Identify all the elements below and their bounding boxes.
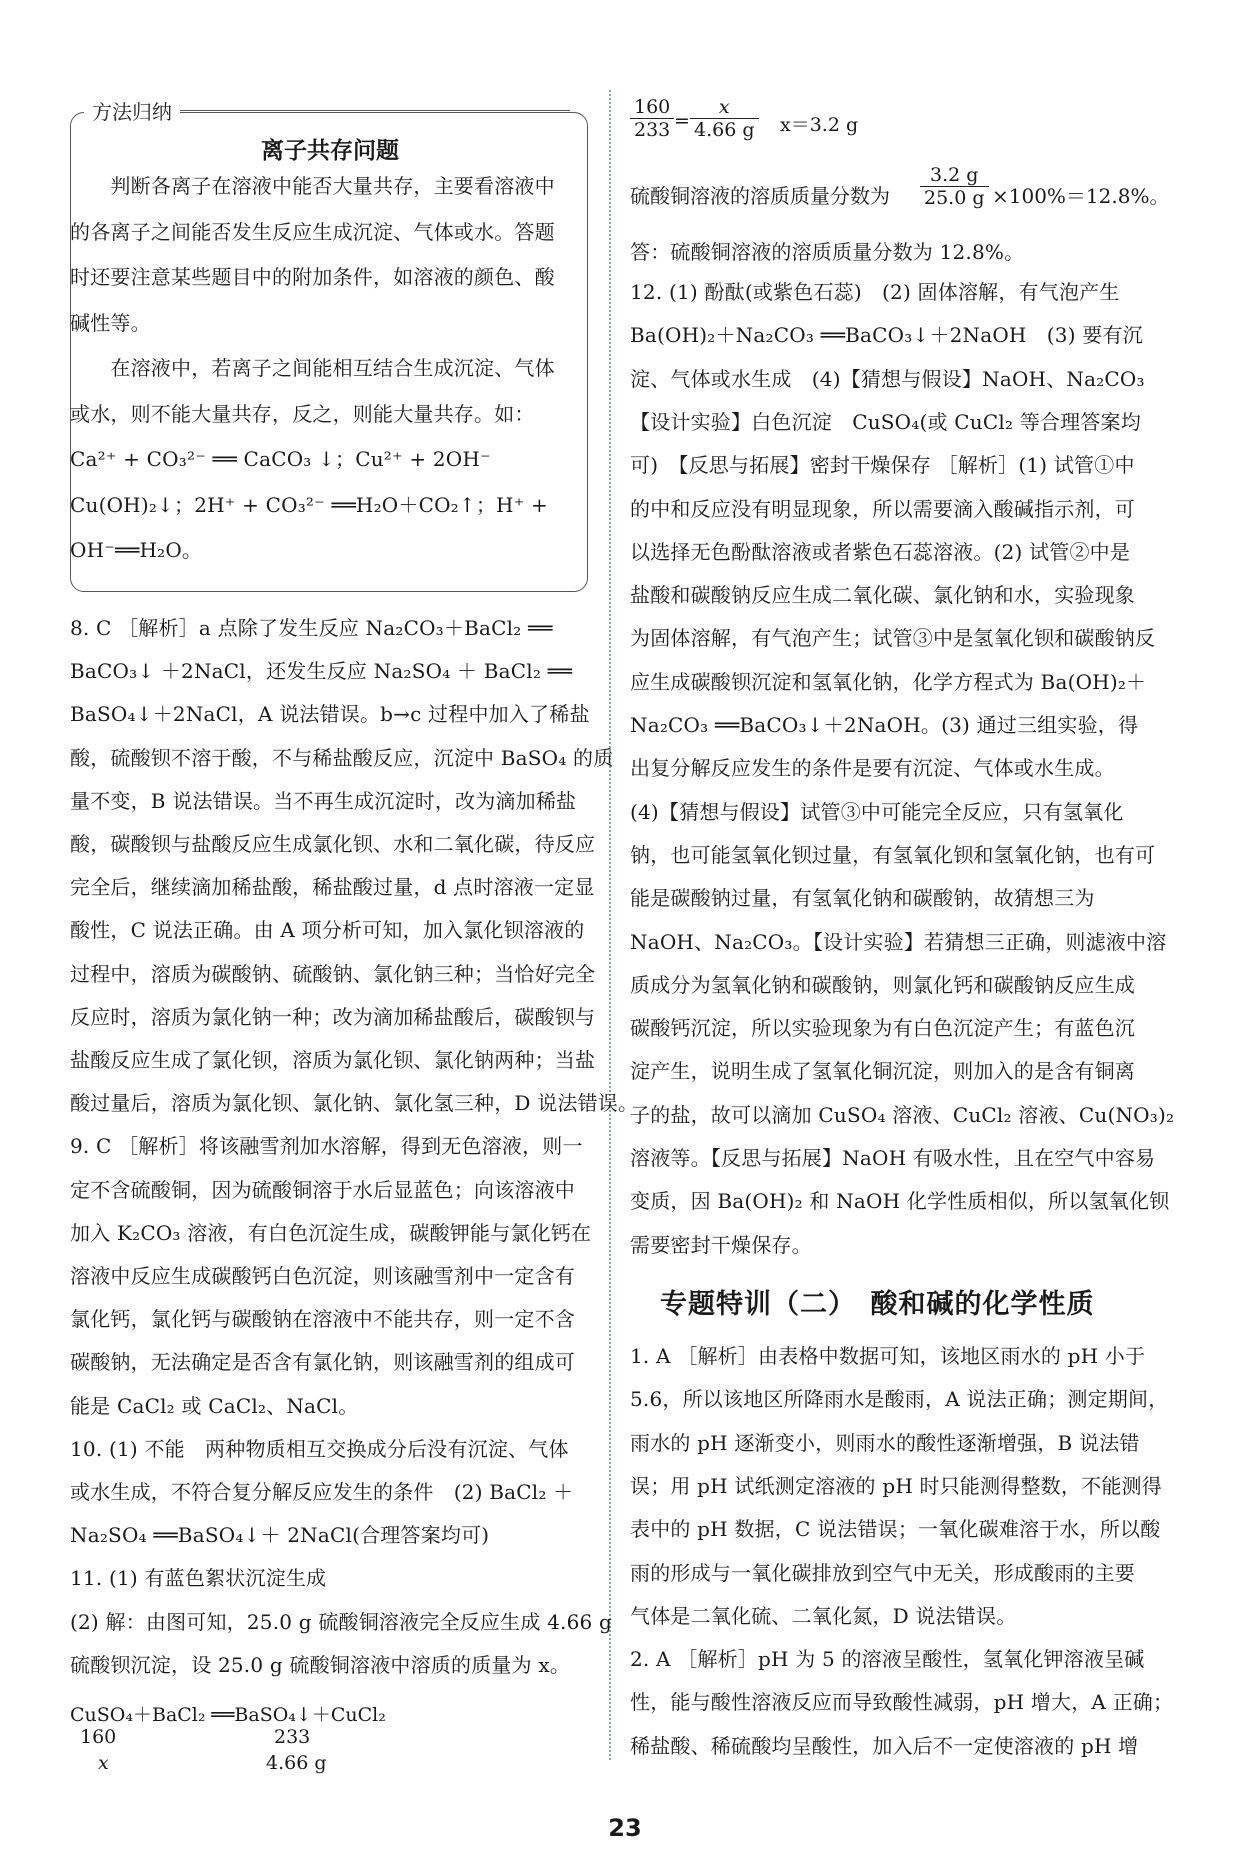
text-line: 质成分为氢氧化钠和碳酸钠，则氯化钙和碳酸钠反应生成 [630, 972, 1135, 997]
section-title: 专题特训（二） 酸和碱的化学性质 [660, 1289, 1095, 1320]
text-line: 需要密封干燥保存。 [630, 1232, 812, 1257]
ratio-equals: = [674, 110, 690, 132]
text-line: 反应时，溶质为氯化钠一种；改为滴加稀盐酸后，碳酸钡与 [70, 1004, 596, 1029]
mass-fraction [920, 164, 989, 209]
calc-var-2: 4.66 g [266, 1752, 327, 1774]
mass-fraction-den: 25.0 g [924, 187, 985, 209]
mass-fraction-suffix: ×100%＝12.8%。 [992, 184, 1170, 208]
text-line: Ca²⁺ + CO₃²⁻ ══ CaCO₃ ↓；Cu²⁺ + 2OH⁻ [70, 447, 491, 471]
mass-fraction-prefix: 硫酸铜溶液的溶质质量分数为 [630, 184, 890, 208]
text-line: 或水生成，不符合复分解反应发生的条件 (2) BaCl₂ ＋ [70, 1480, 574, 1504]
text-line: 盐酸和碳酸钠反应生成二氧化碳、氯化钠和水，实验现象 [630, 583, 1135, 608]
text-line: 酸，碳酸钡与盐酸反应生成氯化钡、水和二氧化碳，待反应 [70, 832, 596, 856]
text-line: 的各离子之间能否发生反应生成沉淀、气体或水。答题 [70, 219, 555, 244]
method-box-title: 离子共存问题 [261, 138, 399, 164]
text-line: 能是碳酸钠过量，有氢氧化钠和碳酸钠，故猜想三为 [630, 886, 1095, 911]
text-line: 5.6，所以该地区所降雨水是酸雨，A 说法正确；测定期间， [630, 1387, 1169, 1412]
answer-line: 答：硫酸铜溶液的溶质质量分数为 12.8%。 [630, 240, 1025, 264]
text-line: 氯化钙，氯化钙与碳酸钠在溶液中不能共存，则一定不含 [70, 1307, 575, 1332]
text-line: 定不含硫酸铜，因为硫酸铜溶于水后显蓝色；向该溶液中 [70, 1177, 575, 1202]
text-line: 稀盐酸、稀硫酸均呈酸性，加入后不一定使溶液的 pH 增 [630, 1733, 1139, 1758]
text-line: 气体是二氧化硫、二氧化氮，D 说法错误。 [630, 1603, 1017, 1628]
text-line: 淀、气体或水生成 (4)【猜想与假设】NaOH、Na₂CO₃ [630, 366, 1145, 391]
calc-equation: CuSO₄＋BaCl₂ ══BaSO₄↓＋CuCl₂ [70, 1704, 386, 1726]
text-line: 酸，硫酸钡不溶于酸，不与稀盐酸反应，沉淀中 BaSO₄ 的质 [70, 745, 614, 770]
calc-mass-2: 233 [274, 1726, 311, 1748]
text-line: BaSO₄↓＋2NaCl，A 说法错误。b→c 过程中加入了稀盐 [70, 702, 590, 727]
text-line: NaOH、Na₂CO₃。【设计实验】若猜想三正确，则滤液中溶 [630, 929, 1167, 954]
text-line: 8. C ［解析］a 点除了发生反应 Na₂CO₃＋BaCl₂ ══ [70, 616, 553, 640]
text-line: Ba(OH)₂＋Na₂CO₃ ══BaCO₃↓＋2NaOH (3) 要有沉 [630, 323, 1143, 348]
text-line: 表中的 pH 数据，C 说法错误；一氧化碳难溶于水，所以酸 [630, 1517, 1161, 1542]
text-line: BaCO₃↓ ＋2NaCl，还发生反应 Na₂SO₄ ＋ BaCl₂ ══ [70, 659, 573, 684]
ratio-fraction-1-den: 233 [634, 119, 671, 141]
text-line: 雨的形成与一氧化碳排放到空气中无关，形成酸雨的主要 [630, 1560, 1135, 1585]
text-line: 酸过量后，溶质为氯化钡、氯化钠、氯化氢三种，D 说法错误。 [70, 1091, 639, 1116]
method-box-tab: 方法归纳 [84, 96, 180, 125]
text-line: 在溶液中，若离子之间能相互结合生成沉淀、气体 [70, 356, 555, 380]
text-line: 量不变，B 说法错误。当不再生成沉淀时，改为滴加稀盐 [70, 788, 577, 813]
page-number: 23 [608, 1814, 642, 1842]
text-line: 碳酸钙沉淀，所以实验现象为有白色沉淀产生；有蓝色沉 [630, 1016, 1135, 1041]
text-line: 9. C ［解析］将该融雪剂加水溶解，得到无色溶液，则一 [70, 1134, 583, 1159]
column-divider [609, 90, 611, 1760]
ratio-result: x＝3.2 g [780, 114, 859, 136]
text-line: 碳酸钠，无法确定是否含有氯化钠，则该融雪剂的组成可 [70, 1350, 575, 1375]
text-line: 时还要注意某些题目中的附加条件，如溶液的颜色、酸 [70, 265, 555, 289]
text-line: 出复分解反应发生的条件是要有沉淀、气体或水生成。 [630, 756, 1115, 781]
ratio-fraction-1-num: 160 [630, 96, 674, 119]
text-line: 的中和反应没有明显现象，所以需要滴入酸碱指示剂，可 [630, 496, 1135, 521]
text-line: 雨水的 pH 逐渐变小，则雨水的酸性逐渐增强，B 说法错 [630, 1430, 1140, 1455]
text-line: 盐酸反应生成了氯化钡，溶质为氯化钡、氯化钠两种；当盐 [70, 1048, 596, 1072]
text-line: 【设计实验】白色沉淀 CuSO₄(或 CuCl₂ 等合理答案均 [630, 409, 1141, 434]
text-line: Na₂CO₃ ══BaCO₃↓＋2NaOH。(3) 通过三组实验，得 [630, 713, 1139, 737]
text-line: 溶液等。【反思与拓展】NaOH 有吸水性，且在空气中容易 [630, 1146, 1156, 1170]
text-line: 淀产生，说明生成了氢氧化铜沉淀，则加入的是含有铜离 [630, 1059, 1135, 1084]
text-line: 碱性等。 [70, 310, 151, 335]
text-line: 1. A ［解析］由表格中数据可知，该地区雨水的 pH 小于 [630, 1344, 1146, 1368]
text-line: OH⁻══H₂O。 [70, 538, 203, 562]
text-line: 可) 【反思与拓展】密封干燥保存 ［解析］(1) 试管①中 [630, 453, 1135, 478]
ratio-fraction-2 [690, 96, 759, 141]
text-line: 性，能与酸性溶液反应而导致酸性减弱，pH 增大，A 正确； [630, 1690, 1174, 1715]
ratio-fraction-2-den: 4.66 g [694, 119, 755, 141]
text-line: 以选择无色酚酞溶液或者紫色石蕊溶液。(2) 试管②中是 [630, 539, 1131, 564]
text-line: 误；用 pH 试纸测定溶液的 pH 时只能测得整数，不能测得 [630, 1473, 1162, 1498]
text-line: 11. (1) 有蓝色絮状沉淀生成 [70, 1566, 327, 1591]
text-line: 变质，因 Ba(OH)₂ 和 NaOH 化学性质相似，所以氢氧化钡 [630, 1189, 1170, 1214]
text-line: 为固体溶解，有气泡产生；试管③中是氢氧化钡和碳酸钠反 [630, 626, 1156, 651]
text-line: (2) 解：由图可知，25.0 g 硫酸铜溶液完全反应生成 4.66 g [70, 1609, 612, 1634]
text-line: 能是 CaCl₂ 或 CaCl₂、NaCl。 [70, 1393, 359, 1418]
text-line: 硫酸钡沉淀，设 25.0 g 硫酸铜溶液中溶质的质量为 x。 [70, 1652, 571, 1677]
text-line: 过程中，溶质为碳酸钠、硫酸钠、氯化钠三种；当恰好完全 [70, 961, 596, 986]
text-line: 或水，则不能大量共存，反之，则能大量共存。如： [70, 401, 535, 426]
calc-mass-1: 160 [80, 1726, 117, 1748]
calc-var-1: x [98, 1752, 109, 1774]
text-line: 钠，也可能氢氧化钡过量，有氢氧化钡和氢氧化钠，也有可 [630, 842, 1156, 867]
text-line: 完全后，继续滴加稀盐酸，稀盐酸过量，d 点时溶液一定显 [70, 875, 595, 900]
ratio-fraction-1 [630, 96, 674, 141]
mass-fraction-num: 3.2 g [920, 164, 989, 187]
text-line: 加入 K₂CO₃ 溶液，有白色沉淀生成，碳酸钾能与氯化钙在 [70, 1220, 592, 1245]
text-line: Cu(OH)₂↓；2H⁺ + CO₃²⁻ ══H₂O＋CO₂↑；H⁺ + [70, 492, 548, 517]
text-line: 2. A ［解析］pH 为 5 的溶液呈酸性，氢氧化钾溶液呈碱 [630, 1647, 1145, 1672]
text-line: 判断各离子在溶液中能否大量共存，主要看溶液中 [70, 174, 555, 198]
text-line: 10. (1) 不能 两种物质相互交换成分后没有沉淀、气体 [70, 1436, 569, 1461]
text-line: 12. (1) 酚酞(或紫色石蕊) (2) 固体溶解，有气泡产生 [630, 280, 1120, 304]
text-line: 酸性，C 说法正确。由 A 项分析可知，加入氯化钡溶液的 [70, 918, 585, 943]
text-line: 子的盐，故可以滴加 CuSO₄ 溶液、CuCl₂ 溶液、Cu(NO₃)₂ [630, 1102, 1175, 1127]
text-line: Na₂SO₄ ══BaSO₄↓＋ 2NaCl(合理答案均可) [70, 1523, 490, 1548]
text-line: 溶液中反应生成碳酸钙白色沉淀，则该融雪剂中一定含有 [70, 1264, 575, 1288]
text-line: (4)【猜想与假设】试管③中可能完全反应，只有氢氧化 [630, 799, 1124, 824]
ratio-fraction-2-num: x [690, 96, 759, 119]
text-line: 应生成碳酸钡沉淀和氢氧化钠，化学方程式为 Ba(OH)₂＋ [630, 669, 1147, 694]
